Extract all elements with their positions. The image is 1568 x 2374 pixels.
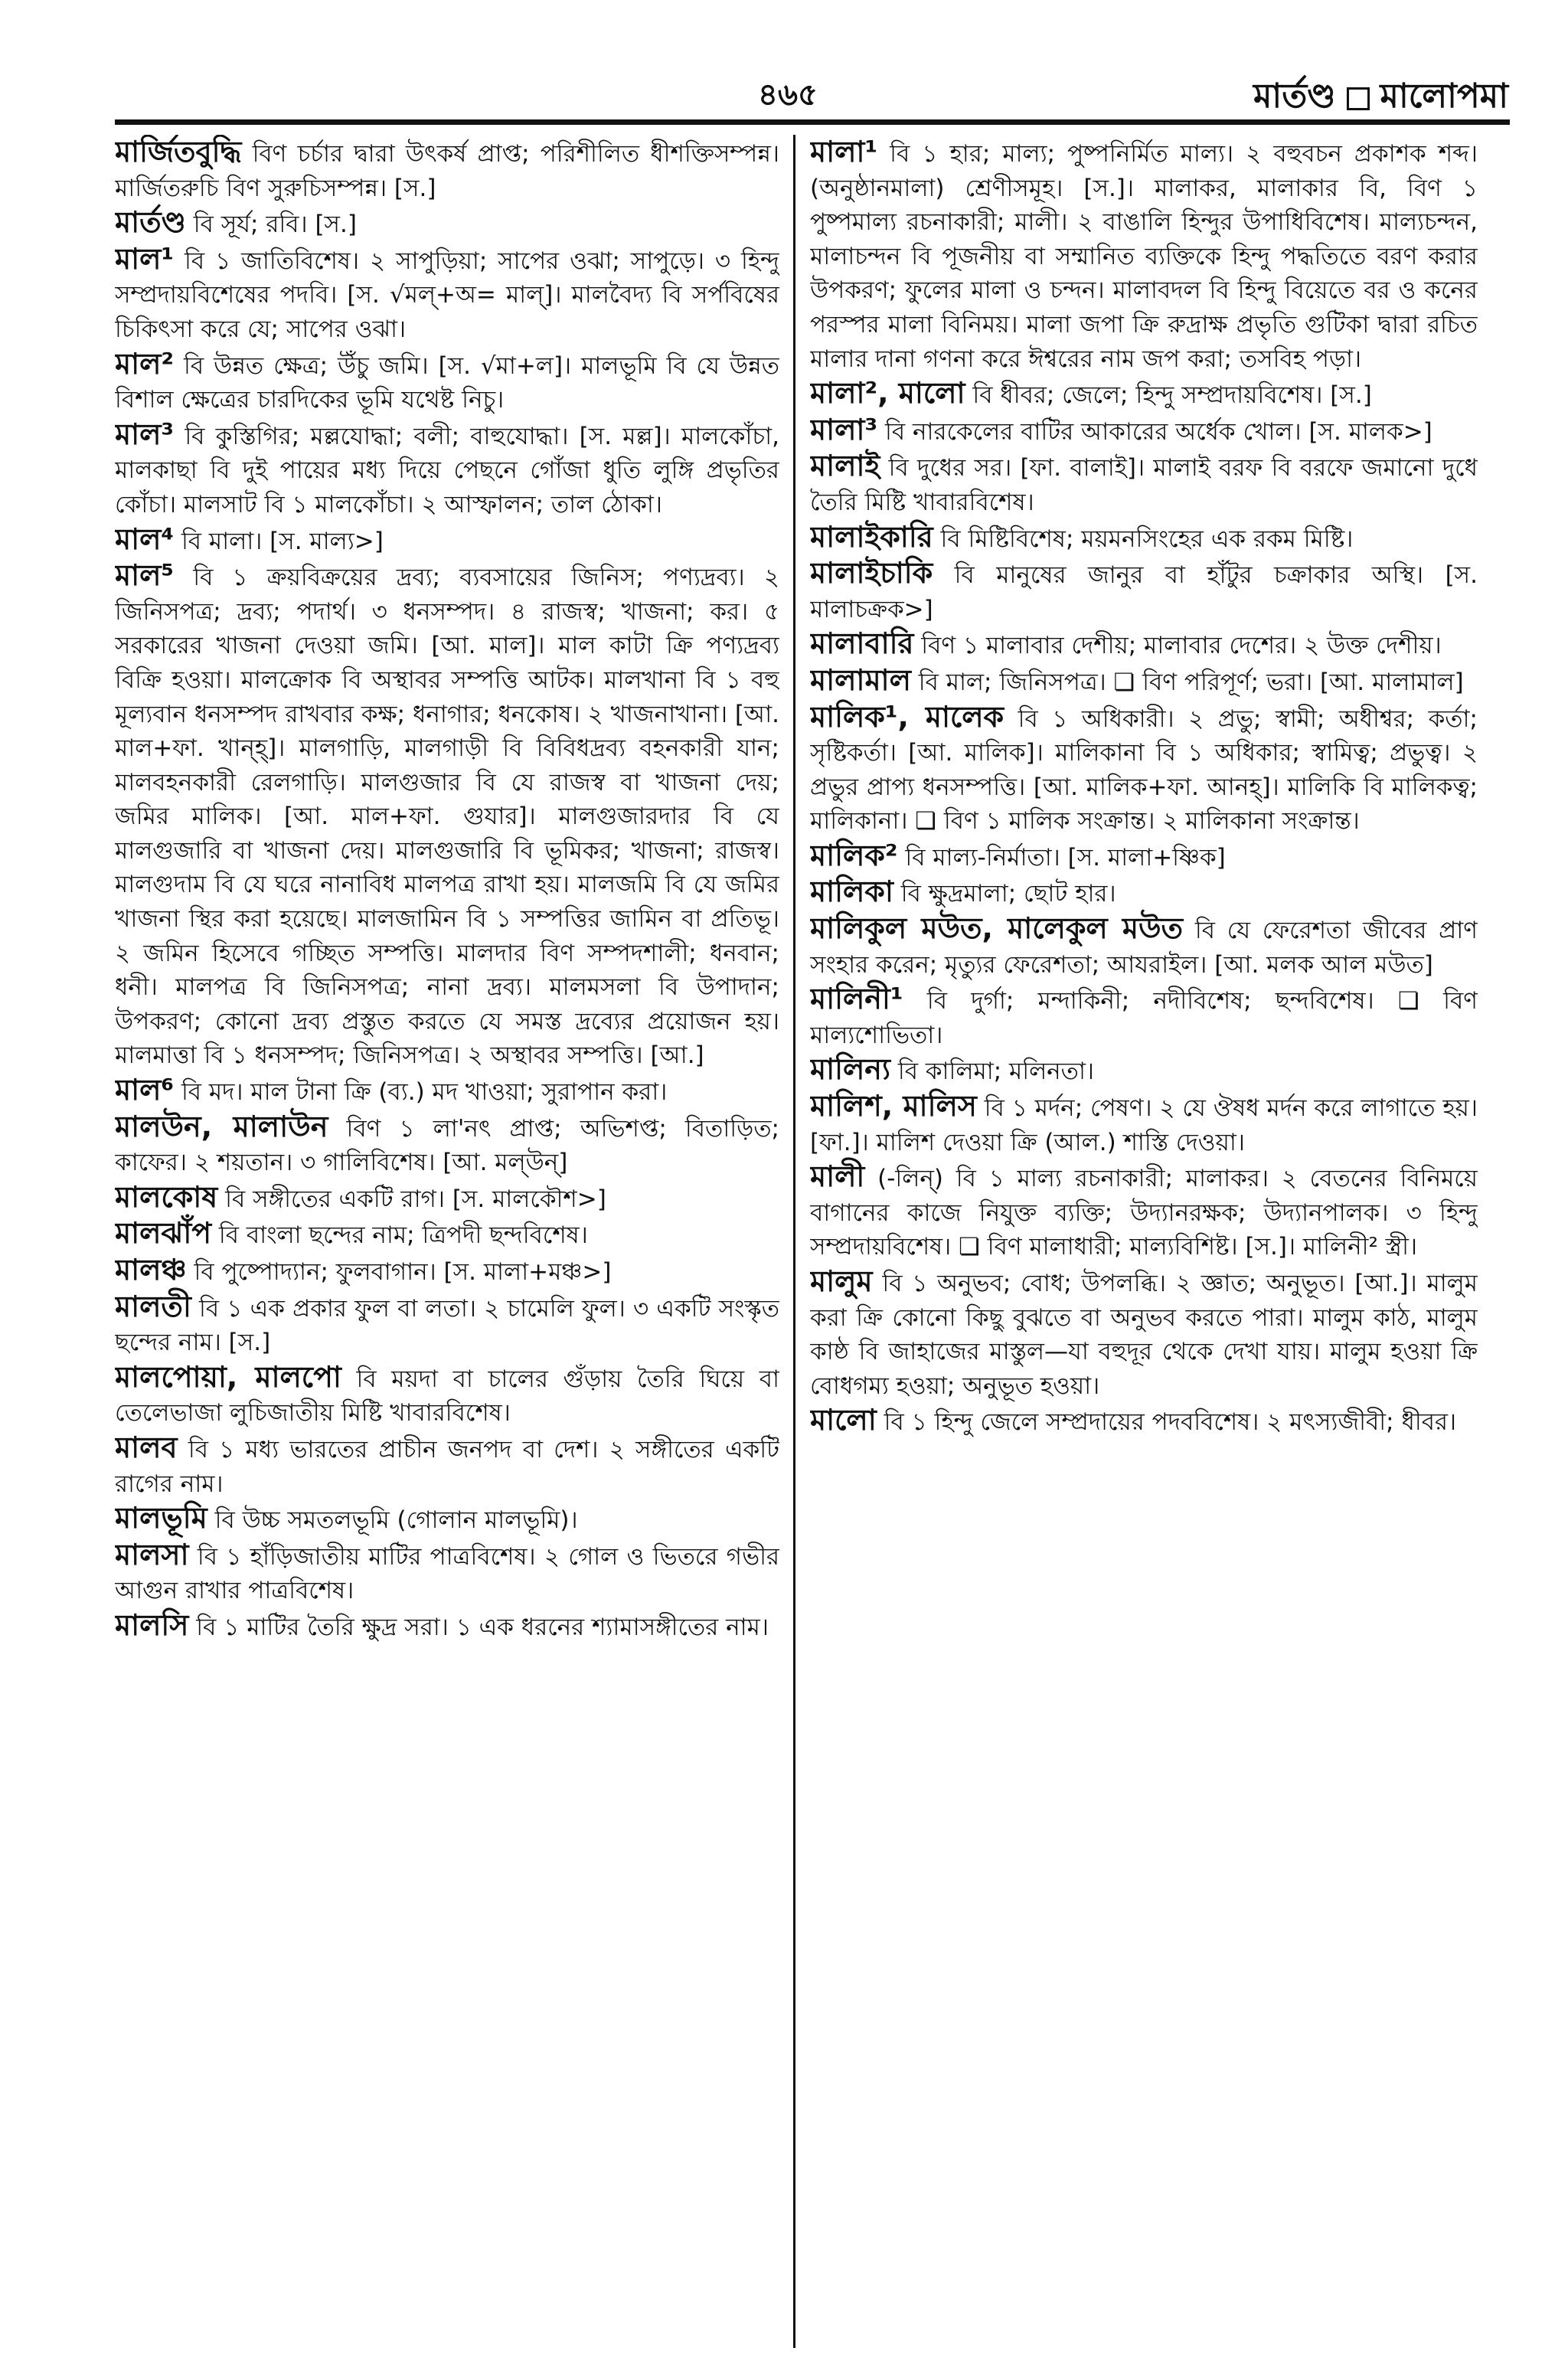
dictionary-entry	[810, 663, 1478, 700]
dictionary-entry	[115, 242, 779, 347]
entry-headword: মালাইকারি	[810, 519, 933, 554]
entry-headword: মাল²	[115, 346, 175, 381]
entry-definition: বি ১ মাটির তৈরি ক্ষুদ্র সরা। ১ এক ধরনের শ্যামাসঙ্গীতের নাম।	[196, 1613, 769, 1641]
entry-headword: মালপোয়া, মালপো	[115, 1359, 341, 1394]
guide-word-last: মালোপমা	[1380, 77, 1508, 116]
entry-definition: বি কুস্তিগির; মল্লযোদ্ধা; বলী; বাহুযোদ্ধা। [স. মল্ল]। মালকোঁচা, মালকাছা বি দুই পায়ের মধ্য দিয়ে পেছনে গোঁজা ধুতি লুঙ্গি প্রভৃতির কোঁচা। মালসাট বি ১ মালকোঁচা। ২ আস্ফালন; তাল ঠোকা।	[115, 422, 779, 518]
entry-definition: বি ১ অনুভব; বোধ; উপলব্ধি। ২ জ্ঞাত; অনুভূত। [আ.]। মালুম করা ক্রি কোনো কিছু বুঝতে বা অনুভব করতে পারা। মালুম কাঠ, মালুম কাষ্ঠ বি জাহাজের মাস্তুল—যা বহুদূর থেকে দেখা যায়। মালুম হওয়া ক্রি বোধগম্য হওয়া; অনুভূত হওয়া।	[810, 1270, 1478, 1400]
entry-headword: মালা², মালো	[810, 376, 965, 410]
dictionary-entry	[115, 1180, 779, 1217]
entry-headword: মার্তণ্ড	[115, 205, 186, 240]
entry-definition: বি ১ হাঁড়িজাতীয় মাটির পাত্রবিশেষ। ২ গোল ও ভিতরে গভীর আগুন রাখার পাত্রবিশেষ।	[115, 1542, 779, 1605]
entry-definition: বিণ ১ মালাবার দেশীয়; মালাবার দেশের। ২ উক্ত দেশীয়।	[921, 632, 1442, 660]
header-rule	[115, 119, 1510, 125]
entry-headword: মালাবারি	[810, 626, 914, 661]
column-divider	[793, 135, 795, 2348]
entry-definition: বি মানুষের জানুর বা হাঁটুর চক্রাকার অস্থি। [স. মালাচক্রক>]	[810, 561, 1478, 623]
entry-headword: মালউন, মালাউন	[115, 1109, 328, 1143]
entry-definition: বি সঙ্গীতের একটি রাগ। [স. মালকৌশ>]	[225, 1185, 606, 1213]
dictionary-entry	[810, 839, 1478, 875]
entry-definition: বি ১ জাতিবিশেষ। ২ সাপুড়িয়া; সাপের ওঝা; সাপুড়ে। ৩ হিন্দু সম্প্রদায়বিশেষের পদবি। [স. √মল্+অ= মাল্]। মালবৈদ্য বি সর্পবিষের চিকিৎসা করে যে; সাপের ওঝা।	[115, 247, 779, 343]
entry-definition: বি ১ হিন্দু জেলে সম্প্রদায়ের পদববিশেষ। ২ মৎস্যজীবী; ধীবর।	[884, 1408, 1457, 1437]
dictionary-entry	[810, 135, 1478, 376]
entry-headword: মালুম	[810, 1264, 873, 1298]
entry-definition: বি ১ মর্দন; পেষণ। ২ যে ঔষধ মর্দন করে লাগাতে হয়। [ফা.]। মালিশ দেওয়া ক্রি (আল.) শাস্তি দেওয়া।	[810, 1094, 1478, 1156]
dictionary-entry	[810, 982, 1478, 1052]
guide-separator-icon	[1347, 87, 1370, 110]
entry-headword: মালিশ, মালিস	[810, 1089, 977, 1123]
entry-headword: মালব	[115, 1430, 178, 1464]
dictionary-entry	[115, 1360, 779, 1431]
dictionary-entry	[115, 1216, 779, 1253]
dictionary-entry	[810, 1159, 1478, 1264]
entry-headword: মালাইচাকি	[810, 556, 933, 590]
entry-definition: বি পুষ্পোদ্যান; ফুলবাগান। [স. মালা+মঞ্চ>]	[194, 1258, 612, 1286]
entry-definition: বি ক্ষুদ্রমালা; ছোট হার।	[900, 880, 1116, 908]
entry-headword: মাল⁵	[115, 558, 175, 593]
entry-headword: মালাই	[810, 449, 880, 483]
entry-definition: বি মদ। মাল টানা ক্রি (ব্য.) মদ খাওয়া; সুরাপান করা।	[181, 1078, 668, 1107]
entry-definition: বি উচ্চ সমতলভূমি (গোলান মালভূমি)।	[214, 1506, 578, 1535]
entry-definition: বিণ ১ লা'নৎ প্রাপ্ত; অভিশপ্ত; বিতাড়িত; কাফের। ২ শয়তান। ৩ গালিবিশেষ। [আ. মল্‌উন্]	[115, 1114, 779, 1177]
entry-headword: মাল³	[115, 417, 175, 451]
entry-definition: বি মাল্য-নির্মাতা। [স. মালা+ষ্ণিক]	[905, 843, 1226, 871]
dictionary-entry	[810, 1403, 1478, 1440]
dictionary-entry	[810, 556, 1478, 626]
entry-headword: মাল⁴	[115, 522, 175, 556]
dictionary-entry	[115, 1073, 779, 1110]
entry-definition: বি ১ মধ্য ভারতের প্রাচীন জনপদ বা দেশ। ২ সঙ্গীতের একটি রাগের নাম।	[115, 1435, 779, 1498]
entry-headword: মালতী	[115, 1289, 191, 1323]
entry-definition: বি বাংলা ছন্দের নাম; ত্রিপদী ছন্দবিশেষ।	[218, 1221, 588, 1250]
entry-definition: বি যে ফেরেশতা জীবের প্রাণ সংহার করেন; মৃত্যুর ফেরেশতা; আযরাইল। [আ. মলক আল মউত]	[810, 917, 1478, 979]
guide-word-first: মার্তণ্ড	[1253, 77, 1336, 116]
guide-words	[1253, 70, 1508, 126]
dictionary-entry	[115, 347, 779, 417]
entry-definition: বি কালিমা; মলিনতা।	[897, 1058, 1095, 1086]
entry-headword: মার্জিতবুদ্ধি	[115, 135, 242, 168]
dictionary-entry	[115, 1110, 779, 1180]
page-number: ৪৬৫	[758, 77, 818, 113]
entry-headword: মাল⁶	[115, 1073, 175, 1107]
entry-headword: মালা³	[810, 412, 878, 446]
dictionary-entry	[115, 205, 779, 242]
entry-headword: মালিকুল মউত, মালেকুল মউত	[810, 911, 1184, 946]
entry-headword: মালঝাঁপ	[115, 1216, 212, 1251]
entry-definition: বি মিষ্টিবিশেষ; ময়মনসিংহের এক রকম মিষ্টি।	[940, 525, 1354, 553]
entry-definition: বি ১ এক প্রকার ফুল বা লতা। ২ চামেলি ফুল। ৩ একটি সংস্কৃত ছন্দের নাম। [স.]	[115, 1294, 779, 1357]
dictionary-entry	[115, 1608, 779, 1645]
entry-definition: বি ১ ক্রয়বিক্রয়ের দ্রব্য; ব্যবসায়ের জিনিস; পণ্যদ্রব্য। ২ জিনিসপত্র; দ্রব্য; পদার্থ। ৩ ধনসম্পদ। ৪ রাজস্ব; খাজনা; কর। ৫ সরকারের খাজনা দেওয়া জমি। [আ. মাল]। মাল কাটা ক্রি পণ্যদ্রব্য বিক্রি হওয়া। মালক্রোক বি অস্থাবর সম্পত্তি আটক। মালখানা বি ১ বহু মূল্যবান ধনসম্পদ রাখবার কক্ষ; ধনাগার; ধনকোষ। ২ খাজনাখানা। [আ. মাল+ফা. খান্‌হ্]। মালগাড়ি, মালগাড়ী বি বিবিধদ্রব্য বহনকারী যান; মালবহনকারী রেলগাড়ি। মালগুজার বি যে রাজস্ব বা খাজনা দেয়; জমির মালিক। [আ. মাল+ফা. গুযার]। মালগুজারদার বি যে মালগুজারি বা খাজনা দেয়। মালগুজারি বি ভূমিকর; খাজনা; রাজস্ব। মালগুদাম বি যে ঘরে নানাবিধ মালপত্র রাখা হয়। মালজমি বি যে জমির খাজনা স্থির করা হয়েছে। মালজামিন বি ১ সম্পত্তির জামিন বা প্রতিভূ। ২ জমিন হিসেবে গচ্ছিত সম্পত্তি। মালদার বিণ সম্পদশালী; ধনবান; ধনী। মালপত্র বি জিনিসপত্র; নানা দ্রব্য। মালমসলা বি উপাদান; উপকরণ; কোনো দ্রব্য প্রস্তুত করতে যে সমস্ত দ্রব্যের প্রয়োজন হয়। মালমাত্তা বি ১ ধনসম্পদ; জিনিসপত্র। ২ অস্থাবর সম্পত্তি। [আ.]	[115, 564, 779, 1070]
entry-headword: মালী	[810, 1159, 865, 1194]
dictionary-entry	[115, 417, 779, 522]
entry-definition: বি ১ অধিকারী। ২ প্রভু; স্বামী; অধীশ্বর; কর্তা; সৃষ্টিকর্তা। [আ. মালিক]। মালিকানা বি ১ অধিকার; স্বামিত্ব; প্রভুত্ব। ২ প্রভুর প্রাপ্য ধনসম্পত্তি। [আ. মালিক+ফা. আনহ্]। মালিকি বি মালিকত্ব; মালিকানা। ❏ বিণ ১ মালিক সংক্রান্ত। ২ মালিকানা সংক্রান্ত।	[810, 705, 1478, 835]
entry-definition: বি মালা। [স. মাল্য>]	[181, 527, 384, 555]
entry-definition: বিণ চর্চার দ্বারা উৎকর্ষ প্রাপ্ত; পরিশীলিত ধীশক্তিসম্পন্ন। মার্জিতরুচি বিণ সুরুচিসম্পন্ন। [স.]	[115, 140, 779, 202]
entry-headword: মালিনী¹	[810, 982, 903, 1016]
dictionary-entry	[810, 626, 1478, 663]
entry-definition: বি ময়দা বা চালের গুঁড়ায় তৈরি ঘিয়ে বা তেলেভাজা লুচিজাতীয় মিষ্টি খাবারবিশেষ।	[115, 1365, 779, 1427]
dictionary-entry	[810, 700, 1478, 839]
entry-headword: মাল¹	[115, 241, 175, 276]
entry-headword: মালিক²	[810, 838, 898, 872]
entry-headword: মালকোষ	[115, 1179, 218, 1214]
entry-definition: বি সূর্য; রবি। [স.]	[193, 211, 357, 239]
entry-definition: বি দুর্গা; মন্দাকিনী; নদীবিশেষ; ছন্দবিশেষ। ❏ বিণ মাল্যশোভিতা।	[810, 987, 1478, 1049]
entry-headword: মালিক¹, মালেক	[810, 699, 1004, 734]
dictionary-entry	[810, 449, 1478, 519]
entry-headword: মালিকা	[810, 875, 893, 909]
entry-headword: মালামাল	[810, 662, 911, 697]
dictionary-entry	[810, 520, 1478, 557]
entry-definition: বি মাল; জিনিসপত্র। ❏ বিণ পরিপূর্ণ; ভরা। [আ. মালামাল]	[918, 668, 1464, 696]
dictionary-entry	[810, 911, 1478, 982]
entry-headword: মালা¹	[810, 135, 878, 168]
entry-definition: বি উন্নত ক্ষেত্র; উঁচু জমি। [স. √মা+ল]। মালভূমি বি যে উন্নত বিশাল ক্ষেত্রের চারদিকের ভূমি যথেষ্ট নিচু।	[115, 352, 779, 414]
dictionary-entry	[115, 135, 779, 205]
dictionary-entry	[810, 875, 1478, 911]
entry-definition: বি নারকেলের বাটির আকারের অর্ধেক খোল। [স. মালক>]	[884, 417, 1432, 446]
entry-definition: বি দুধের সর। [ফা. বালাই]। মালাই বরফ বি বরফে জমানো দুধে তৈরি মিষ্টি খাবারবিশেষ।	[810, 454, 1478, 516]
dictionary-entry	[115, 558, 779, 1073]
dictionary-entry	[810, 376, 1478, 413]
dictionary-entry	[115, 1253, 779, 1290]
dictionary-entry	[115, 1501, 779, 1538]
entry-headword: মালিন্য	[810, 1052, 891, 1087]
dictionary-entry	[810, 1264, 1478, 1403]
dictionary-entry	[810, 1052, 1478, 1089]
right-column	[810, 135, 1478, 2359]
entry-headword: মালভূমি	[115, 1501, 207, 1535]
entry-headword: মালসি	[115, 1607, 189, 1642]
entry-definition: বি ১ হার; মাল্য; পুষ্পনির্মিত মাল্য। ২ বহুবচন প্রকাশক শব্দ। (অনুষ্ঠানমালা) শ্রেণীসমূহ। [স.]। মালাকর, মালাকার বি, বিণ ১ পুষ্পমাল্য রচনাকারী; মালী। ২ বাঙালি হিন্দুর উপাধিবিশেষ। মাল্যচন্দন, মালাচন্দন বি পূজনীয় বা সম্মানিত ব্যক্তিকে হিন্দু পদ্ধতিতে বরণ করার উপকরণ; ফুলের মালা ও চন্দন। মালাবদল বি হিন্দু বিয়েতে বর ও কনের পরস্পর মালা বিনিময়। মালা জপা ক্রি রুদ্রাক্ষ প্রভৃতি গুটিকা দ্বারা রচিত মালার দানা গণনা করে ঈশ্বরের নাম জপ করা; তসবিহ পড়া।	[810, 140, 1478, 373]
entry-headword: মালসা	[115, 1537, 189, 1571]
left-column	[115, 135, 779, 2359]
dictionary-entry	[115, 1538, 779, 1608]
entry-headword: মালঞ্চ	[115, 1253, 187, 1287]
page-header	[0, 0, 1568, 115]
dictionary-entry	[115, 522, 779, 559]
entry-headword: মালো	[810, 1403, 877, 1437]
dictionary-entry	[115, 1290, 779, 1360]
dictionary-entry	[115, 1431, 779, 1501]
entry-definition: (-লিন্) বি ১ মাল্য রচনাকারী; মালাকর। ২ বেতনের বিনিময়ে বাগানের কাজে নিযুক্ত ব্যক্তি; উদ্যানরক্ষক; উদ্যানপালক। ৩ হিন্দু সম্প্রদায়বিশেষ। ❏ বিণ মালাধারী; মাল্যবিশিষ্ট। [স.]। মালিনী² স্ত্রী।	[810, 1165, 1478, 1261]
dictionary-entry	[810, 413, 1478, 450]
entry-definition: বি ধীবর; জেলে; হিন্দু সম্প্রদায়বিশেষ। [স.]	[972, 381, 1372, 410]
dictionary-entry	[810, 1089, 1478, 1159]
